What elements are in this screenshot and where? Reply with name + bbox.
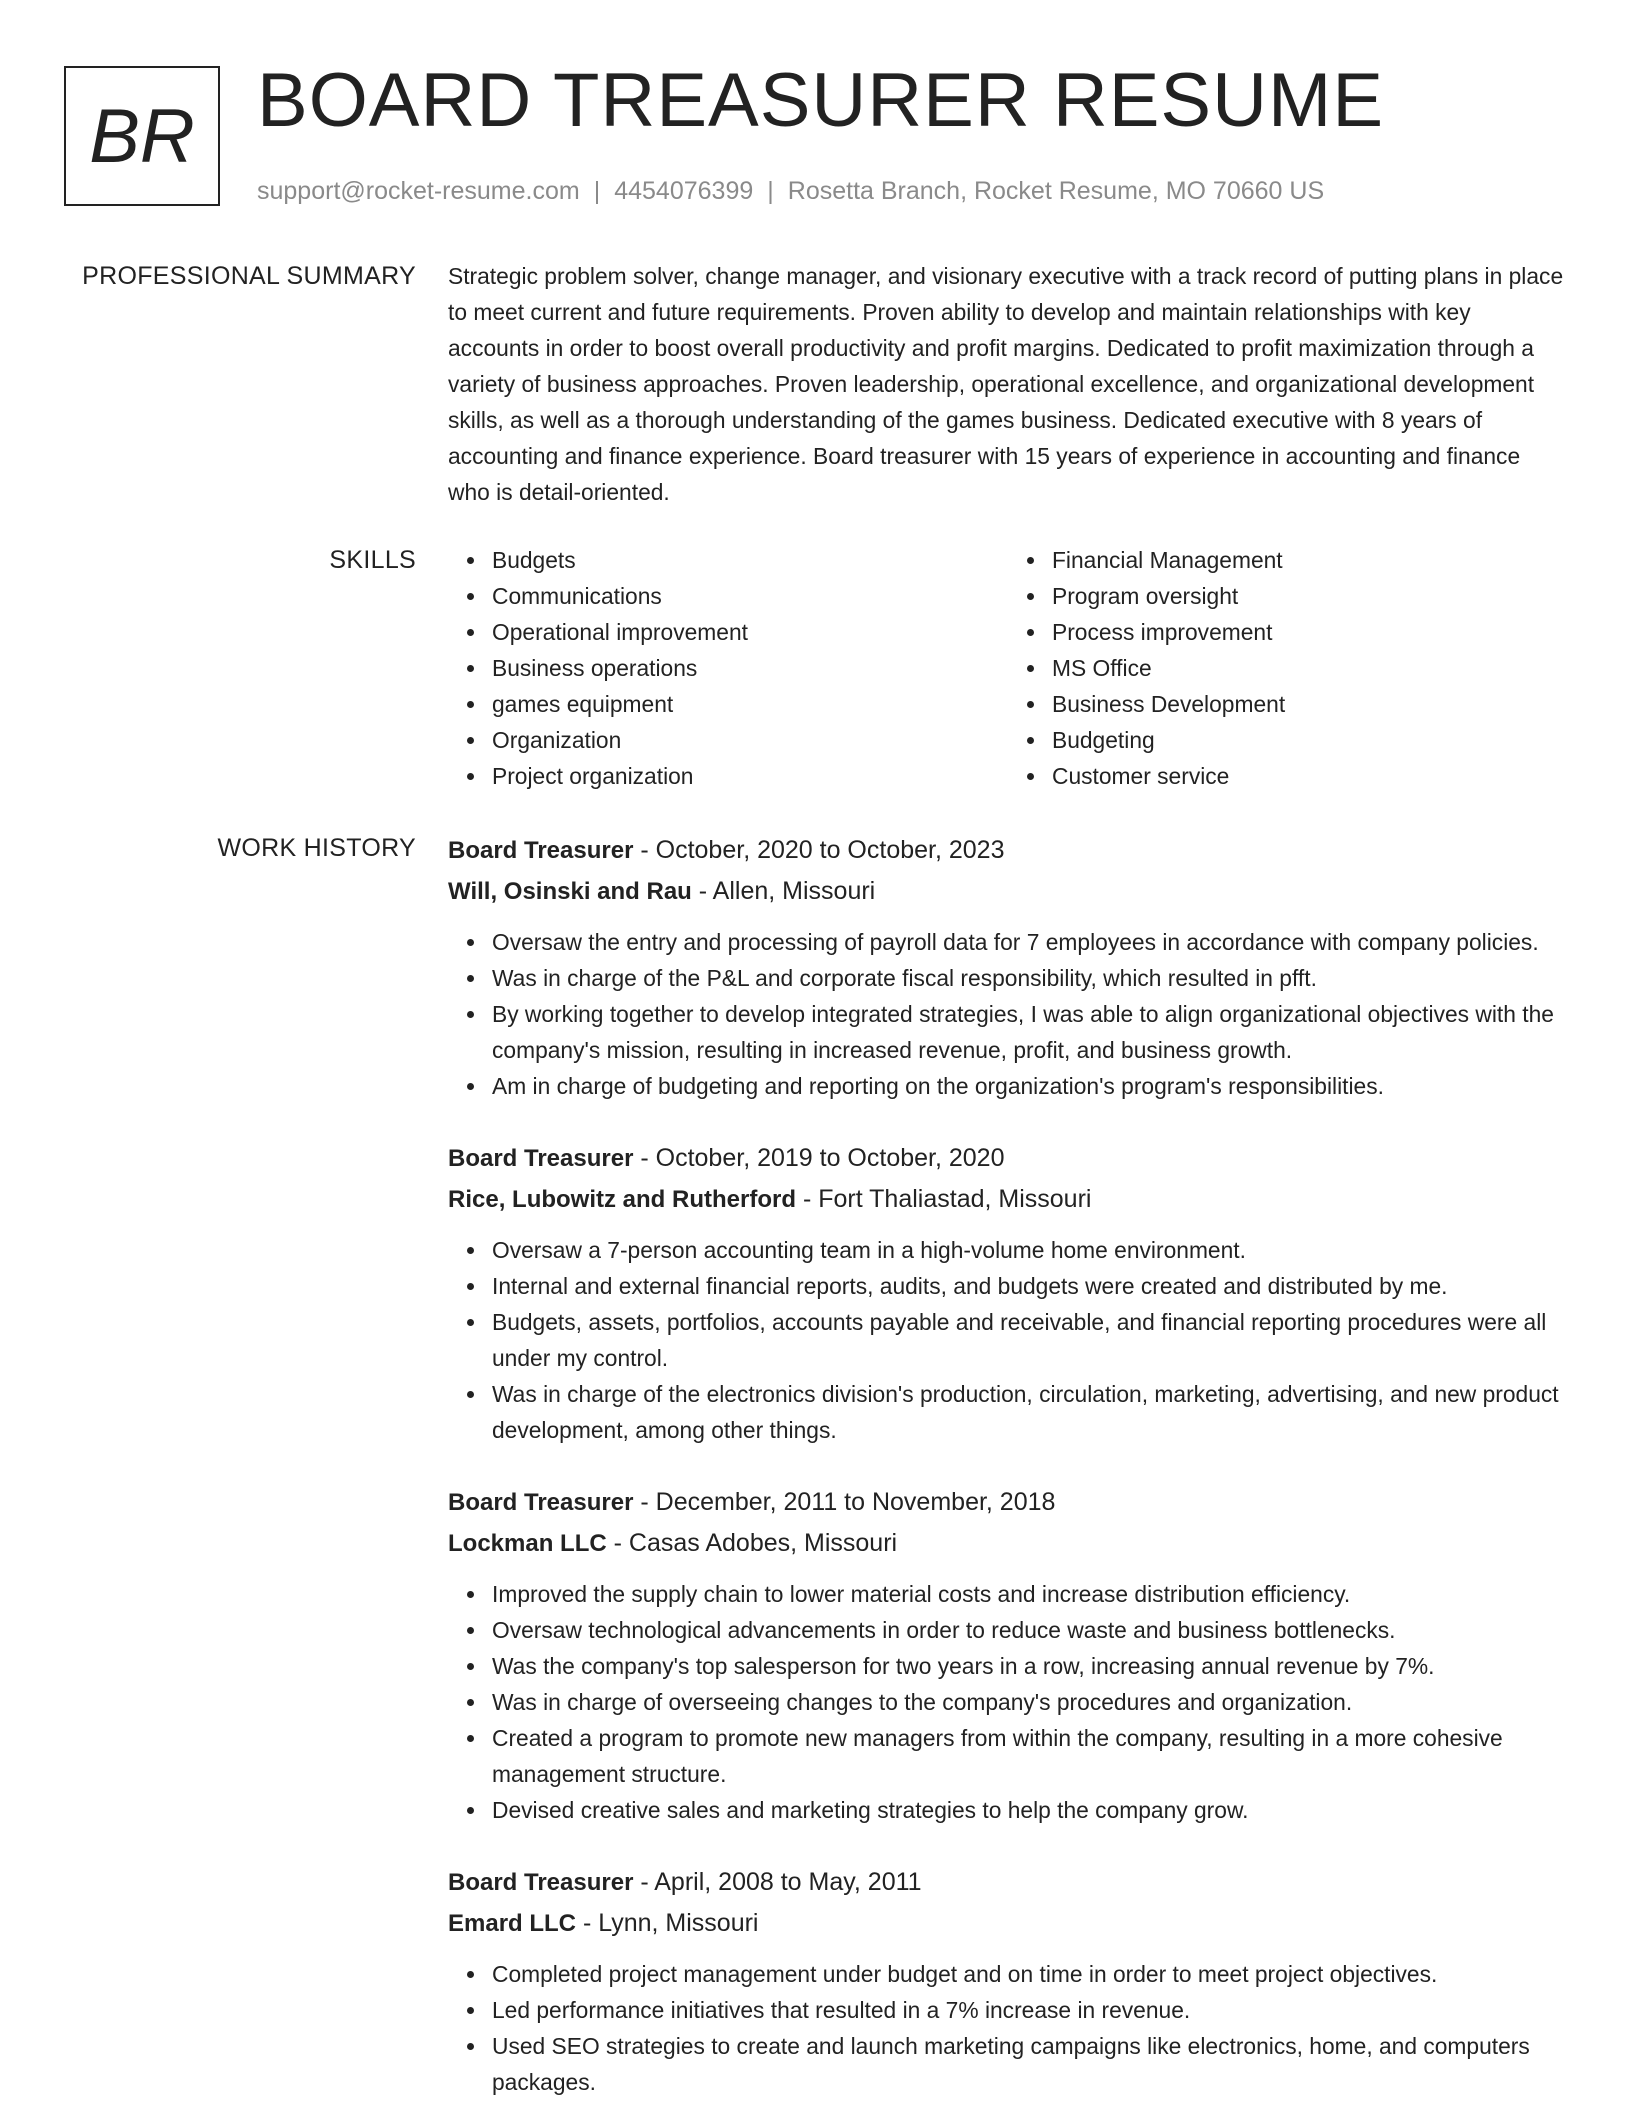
job-bullet: Led performance initiatives that resulted in a 7% increase in revenue. (492, 1992, 1568, 2028)
job-bullet-list (448, 1576, 1568, 1828)
contact-separator: | (593, 177, 601, 205)
job-entry (448, 1138, 1568, 1448)
skills-list-right (1008, 542, 1568, 794)
job-bullet-list (448, 1232, 1568, 1448)
job-title-line (448, 1482, 1568, 1523)
skills-body (448, 542, 1568, 794)
job-location: - Casas Adobes, Missouri (606, 1529, 898, 1557)
skill-item: Business operations (492, 650, 1008, 686)
skill-item: Communications (492, 578, 1008, 614)
job-bullet: Internal and external financial reports, audits, and budgets were created and distributed by me. (492, 1268, 1568, 1304)
job-bullet-list (448, 924, 1568, 1104)
job-company: Lockman LLC (448, 1530, 607, 1557)
job-entry (448, 830, 1568, 1104)
job-bullet: Used SEO strategies to create and launch marketing campaigns like electronics, home, and computers packages. (492, 2028, 1568, 2100)
skill-item: Business Development (1052, 686, 1568, 722)
skill-item: Budgets (492, 542, 1008, 578)
job-entry (448, 1862, 1568, 2100)
skills-list-left (448, 542, 1008, 794)
job-dates: - April, 2008 to May, 2011 (633, 1868, 922, 1896)
job-company-line (448, 1523, 1568, 1564)
contact-line (257, 174, 1324, 208)
job-dates: - October, 2019 to October, 2020 (633, 1144, 1005, 1172)
job-company: Rice, Lubowitz and Rutherford (448, 1186, 796, 1213)
skill-item: Process improvement (1052, 614, 1568, 650)
contact-separator: | (767, 177, 774, 205)
skill-item: MS Office (1052, 650, 1568, 686)
job-dates: - December, 2011 to November, 2018 (633, 1488, 1056, 1516)
job-bullet: Completed project management under budget and on time in order to meet project objectives. (492, 1956, 1568, 1992)
skill-item: Financial Management (1052, 542, 1568, 578)
resume-title: BOARD TREASURER RESUME (257, 58, 1385, 143)
contact-phone[interactable]: 4454076399 (614, 177, 754, 205)
job-entry (448, 1482, 1568, 1828)
skill-item: games equipment (492, 686, 1008, 722)
resume-header (0, 0, 1632, 240)
skill-item: Program oversight (1052, 578, 1568, 614)
skill-item: Customer service (1052, 758, 1568, 794)
job-bullet: Was in charge of overseeing changes to the company's procedures and organization. (492, 1684, 1568, 1720)
job-bullet: Was in charge of the electronics division's production, circulation, marketing, advertising, and new product development, among other things. (492, 1376, 1568, 1448)
job-bullet-list (448, 1956, 1568, 2100)
job-bullet: By working together to develop integrated strategies, I was able to align organizational objectives with the company's mission, resulting in increased revenue, profit, and business growth. (492, 996, 1568, 1068)
contact-address: Rosetta Branch, Rocket Resume, MO 70660 US (787, 177, 1325, 205)
job-bullet: Was in charge of the P&L and corporate fiscal responsibility, which resulted in pfft. (492, 960, 1568, 996)
job-company: Emard LLC (448, 1910, 577, 1937)
job-title: Board Treasurer (448, 837, 634, 864)
job-title-line (448, 1138, 1568, 1179)
summary-heading: PROFESSIONAL SUMMARY (82, 262, 416, 290)
job-title-line (448, 830, 1568, 871)
job-bullet: Was the company's top salesperson for two years in a row, increasing annual revenue by 7%. (492, 1648, 1568, 1684)
job-company-line (448, 1903, 1568, 1944)
job-bullet: Created a program to promote new managers from within the company, resulting in a more cohesive management structure. (492, 1720, 1568, 1792)
job-title: Board Treasurer (448, 1869, 634, 1896)
job-company-line (448, 871, 1568, 912)
skill-item: Operational improvement (492, 614, 1008, 650)
job-bullet: Am in charge of budgeting and reporting on the organization's program's responsibilities. (492, 1068, 1568, 1104)
job-bullet: Oversaw the entry and processing of payroll data for 7 employees in accordance with company policies. (492, 924, 1568, 960)
summary-text: Strategic problem solver, change manager, and visionary executive with a track record of putting plans in place to meet current and future requirements. Proven ability to develop and maintain relationships with key accounts in order to boost overall productivity and profit margins. Dedicated to profit maximization through a variety of business approaches. Proven leadership, operational excellence, and organizational development skills, as well as a thorough understanding of the games business. Dedicated executive with 8 years of accounting and finance experience. Board treasurer with 15 years of experience in accounting and finance who is detail-oriented. (448, 263, 1564, 505)
contact-email[interactable]: support@rocket-resume.com (257, 177, 580, 205)
job-bullet: Improved the supply chain to lower material costs and increase distribution efficiency. (492, 1576, 1568, 1612)
job-bullet: Devised creative sales and marketing strategies to help the company grow. (492, 1792, 1568, 1828)
skills-heading: SKILLS (329, 546, 416, 574)
summary-body (448, 258, 1568, 510)
work-history-heading: WORK HISTORY (217, 834, 416, 862)
job-bullet: Oversaw a 7-person accounting team in a high-volume home environment. (492, 1232, 1568, 1268)
skill-item: Organization (492, 722, 1008, 758)
job-company: Will, Osinski and Rau (448, 878, 692, 905)
job-location: - Allen, Missouri (691, 877, 876, 905)
monogram-badge: BR (64, 66, 220, 206)
job-title: Board Treasurer (448, 1145, 634, 1172)
job-company-line (448, 1179, 1568, 1220)
job-location: - Lynn, Missouri (576, 1909, 759, 1937)
job-bullet: Oversaw technological advancements in order to reduce waste and business bottlenecks. (492, 1612, 1568, 1648)
skill-item: Budgeting (1052, 722, 1568, 758)
job-bullet: Budgets, assets, portfolios, accounts payable and receivable, and financial reporting procedures were all under my control. (492, 1304, 1568, 1376)
job-dates: - October, 2020 to October, 2023 (633, 836, 1005, 864)
job-title: Board Treasurer (448, 1489, 634, 1516)
job-title-line (448, 1862, 1568, 1903)
job-location: - Fort Thaliastad, Missouri (796, 1185, 1092, 1213)
skill-item: Project organization (492, 758, 1008, 794)
work-history-body (448, 830, 1568, 2112)
skills-columns (448, 542, 1568, 794)
